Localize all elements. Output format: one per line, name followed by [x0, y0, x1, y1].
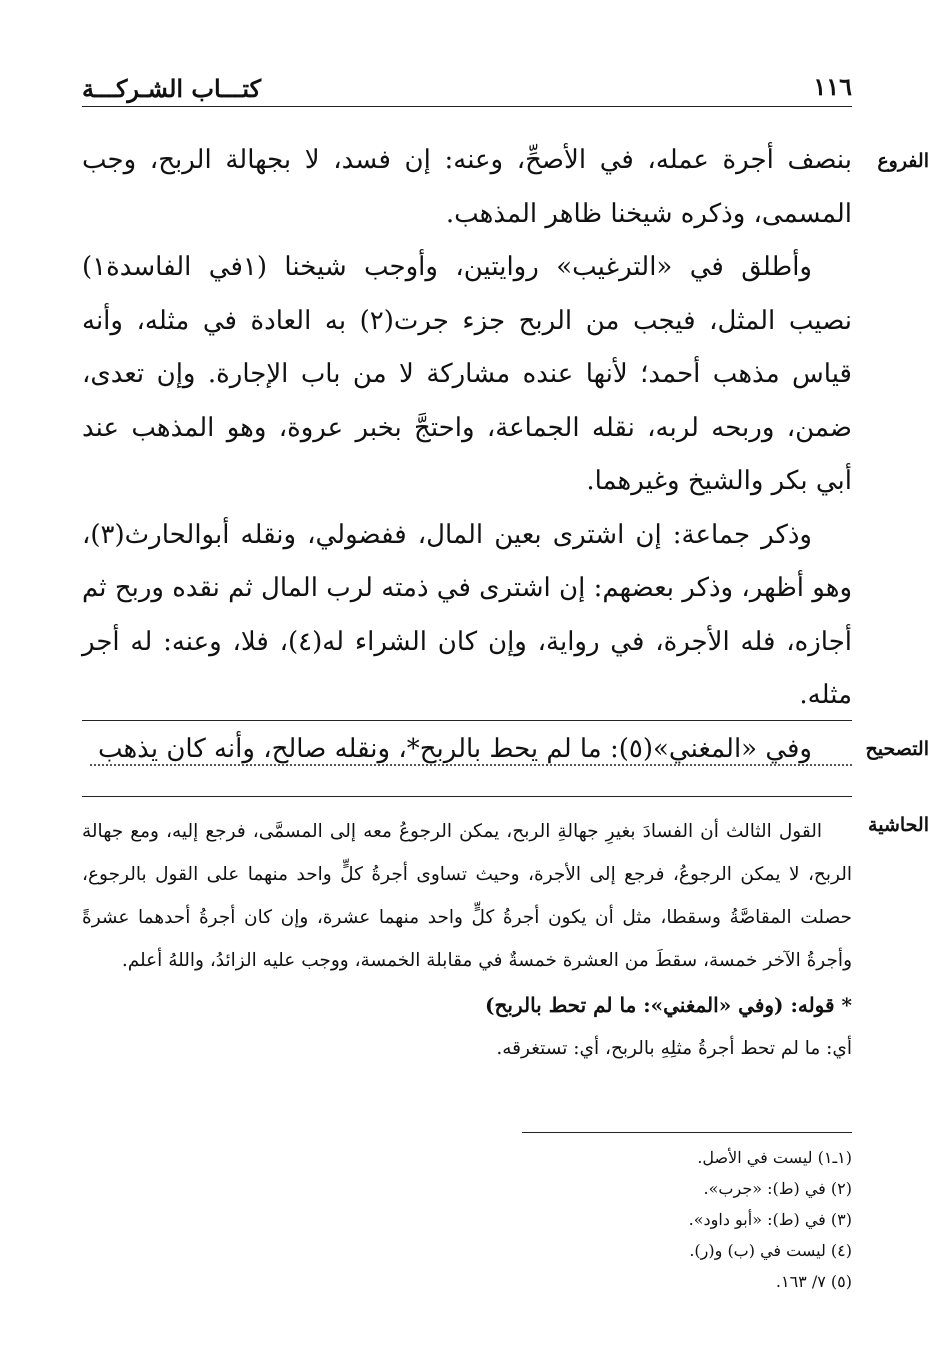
- header-divider: [82, 106, 852, 107]
- footnote-item: (٥) ٧/ ١٦٣.: [775, 1272, 852, 1291]
- section-divider: [82, 796, 852, 797]
- footnotes: [152, 1142, 852, 1297]
- main-paragraph: وذكر جماعة: إن اشترى بعين المال، ففضولي، ونقله أبوالحارث(٣)، وهو أظهر، وذكر بعضهم: إن اشترى في ذمته لرب المال ثم نقده وربح ثم أجازه، فله الأجرة، في رواية، وإن كان الشراء له(٤)، فلا، وعنه: له أجر مثله.: [82, 519, 853, 710]
- furu-label: الفروع: [877, 150, 929, 172]
- chapter-title: كتـــاب الشـركـــة: [82, 74, 262, 103]
- hashiya-quote: * قوله: (وفي «المغني»: ما لم تحط بالربح): [485, 993, 852, 1017]
- footnote-item: (٣) في (ط): «أبو داود».: [688, 1210, 852, 1229]
- hashiya-text: [82, 810, 852, 1070]
- hashiya-label: الحاشية: [868, 814, 929, 836]
- page-number: ١١٦: [813, 72, 852, 101]
- footnote-item: (٢) في (ط): «جرب».: [703, 1179, 852, 1198]
- page-header: [82, 72, 852, 106]
- main-text: [82, 134, 852, 776]
- footnote-divider: [522, 1132, 852, 1133]
- tashih-label: التصحيح: [865, 738, 929, 760]
- hashiya-explanation: أي: ما لم تحط أجرةُ مثلِهِ بالربح، أي: تستغرقه.: [496, 1038, 852, 1059]
- main-paragraph: وفي «المغني»(٥): ما لم يحط بالربح*، ونقله صالح، وأنه كان يذهب: [97, 733, 812, 764]
- main-paragraph: وأطلق في «الترغيب» روايتين، وأوجب شيخنا (١في الفاسدة١) نصيب المثل، فيجب من الربح جزء جرت(٢) به العادة في مثله، وأنه قياس مذهب أحمد؛ لأنها عنده مشاركة لا من باب الإجارة. وإن تعدى، ضمن، وربحه لربه، نقله الجماعة، واحتجَّ بخبر عروة، وهو المذهب عند أبي بكر والشيخ وغيرهما.: [82, 252, 852, 496]
- hashiya-paragraph: القول الثالث أن الفسادَ بغيرِ جهالةِ الربح، يمكن الرجوعُ معه إلى المسمَّى، فرجع إليه، ومع جهالة الربح، لا يمكن الرجوعُ، فرجع إلى الأجرة، وحيث تساوى أجرةُ كلٍّ واحد منهما على القول بالرجوع، حصلت المقاصَّةُ وسقطا، مثل أن يكون أجرةُ كلٍّ واحد منهما عشرة، وإن كان أجرةُ أحدهما عشرةً وأجرةُ الآخر خمسة، سقطَ من العشرة خمسةٌ في مقابلة الخمسة، ووجب عليه الزائدُ، واللهُ أعلم.: [82, 821, 852, 971]
- footnote-item: (١ـ١) ليست في الأصل.: [697, 1148, 852, 1167]
- footnote-item: (٤) ليست في (ب) و(ر).: [689, 1241, 852, 1260]
- main-paragraph: بنصف أجرة عمله، في الأصحِّ، وعنه: إن فسد، لا بجهالة الربح، وجب المسمى، وذكره شيخنا ظاهر المذهب.: [82, 145, 852, 229]
- tashih-dotted-line: [90, 764, 852, 766]
- section-divider: [82, 720, 852, 721]
